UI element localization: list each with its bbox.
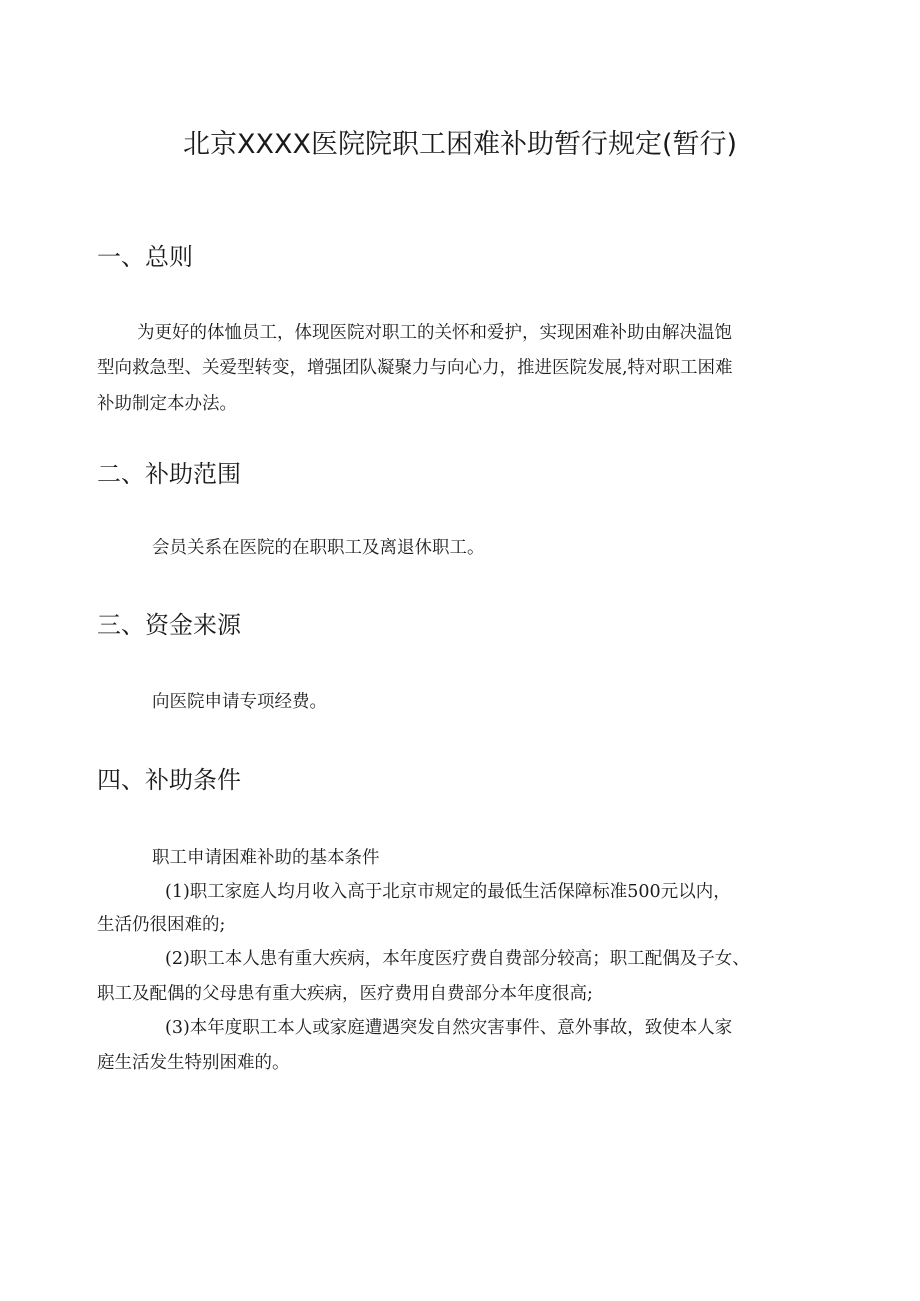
condition-item-1-line-2: 生活仍很困难的; [97,915,226,935]
condition-item-2-line-1: (2)职工本人患有重大疾病，本年度医疗费自费部分较高；职工配偶及子女、 [165,949,750,969]
condition-item-2-line-2: 职工及配偶的父母患有重大疾病，医疗费用自费部分本年度很高; [97,984,593,1004]
condition-item-3-line-1: (3)本年度职工本人或家庭遭遇突发自然灾害事件、意外事故，致使本人家 [165,1018,733,1038]
paragraph-line: 向医院申请专项经费。 [152,692,327,712]
condition-item-1-line-1: (1)职工家庭人均月收入高于北京市规定的最低生活保障标准500元以内， [165,882,731,902]
section-heading-general: 一、总则 [97,243,193,271]
conditions-intro: 职工申请困难补助的基本条件 [152,848,380,868]
section-heading-funding: 三、资金来源 [97,611,241,639]
document-title: 北京XXXX医院院职工困难补助暂行规定(暂行) [182,129,738,160]
paragraph-line: 为更好的体恤员工，体现医院对职工的关怀和爱护，实现困难补助由解决温饱 [137,323,732,343]
section-heading-conditions: 四、补助条件 [97,766,241,794]
paragraph-line: 补助制定本办法。 [97,394,237,414]
paragraph-line: 会员关系在医院的在职职工及离退休职工。 [152,538,485,558]
section-heading-scope: 二、补助范围 [97,460,241,488]
paragraph-line: 型向救急型、关爱型转变，增强团队凝聚力与向心力，推进医院发展,特对职工困难 [97,358,733,378]
condition-item-3-line-2: 庭生活发生特别困难的。 [97,1053,290,1073]
